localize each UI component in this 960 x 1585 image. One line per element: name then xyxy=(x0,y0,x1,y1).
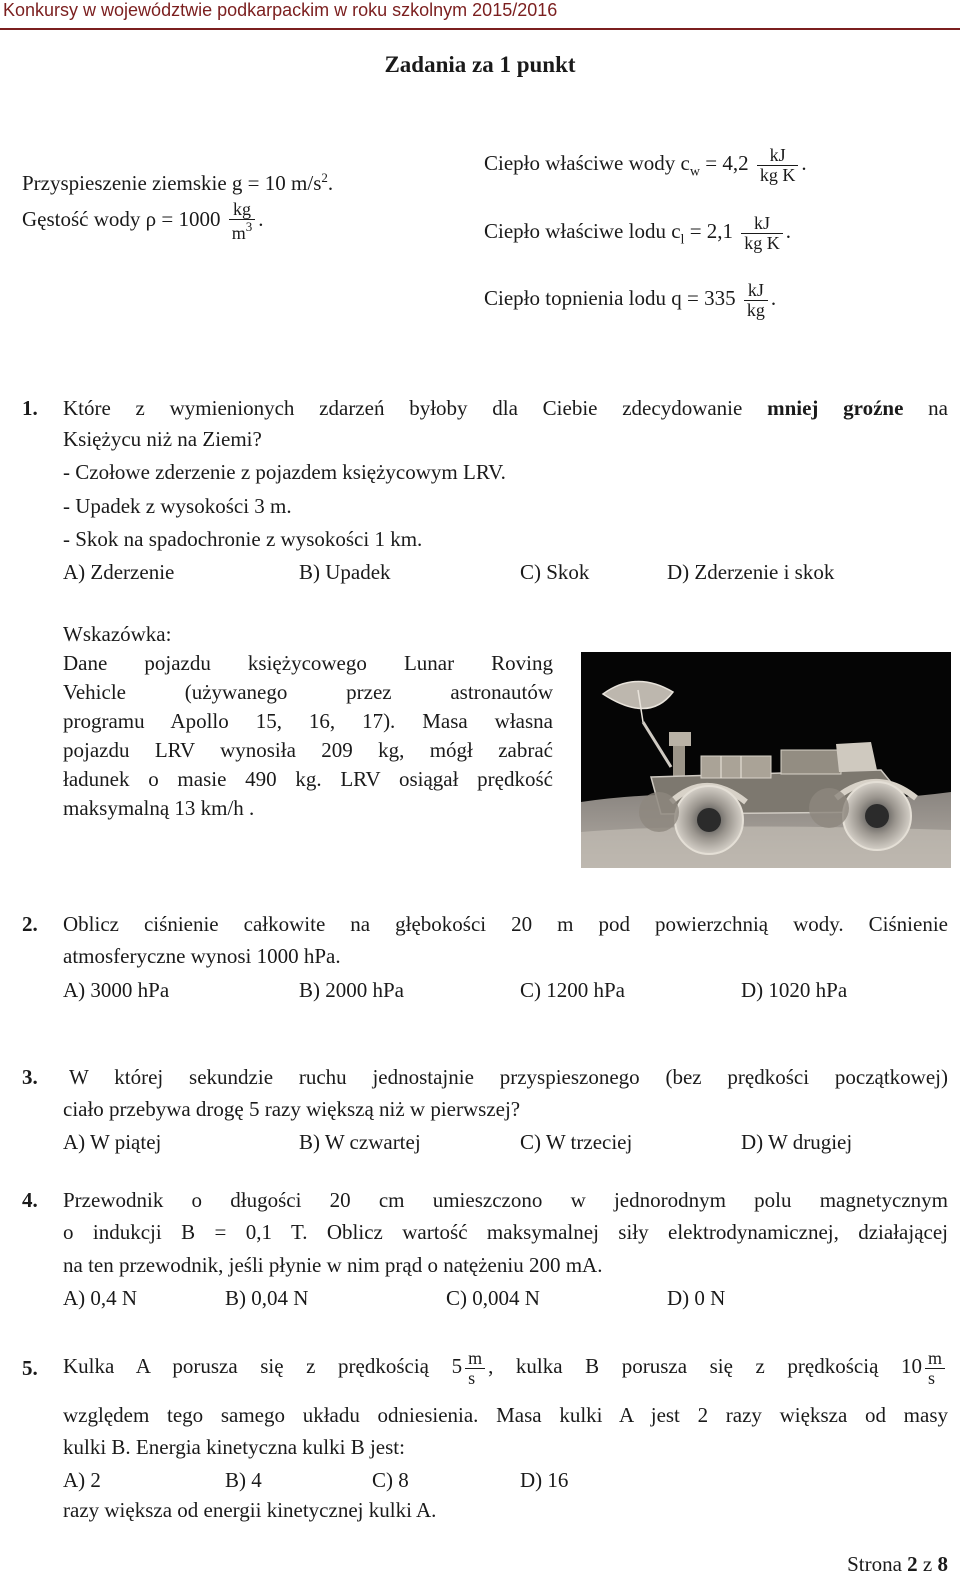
answer-a[interactable]: A) 2 xyxy=(63,1468,101,1492)
question-1-line-2: Księżycu niż na Ziemi? xyxy=(63,427,262,451)
answer-d[interactable]: D) 16 xyxy=(520,1468,569,1492)
question-2-line-1: Oblicz ciśnienie całkowite na głębokości 20 m pod powierzchnią wody. Ciśnienie xyxy=(63,912,948,936)
answer-c[interactable]: C) W trzeciej xyxy=(520,1130,633,1154)
answer-c[interactable]: C) 1200 hPa xyxy=(520,978,625,1002)
question-5-line-2: względem tego samego układu odniesienia. Masa kulki A jest 2 razy większa od masy xyxy=(63,1403,948,1427)
question-5-number: 5. xyxy=(22,1356,38,1380)
hint-line: Dane pojazdu księżycowego Lunar Roving xyxy=(63,651,553,675)
answer-b[interactable]: B) 0,04 N xyxy=(225,1286,309,1310)
question-1-number: 1. xyxy=(22,396,38,420)
lunar-rover-illustration xyxy=(581,652,951,868)
hint-line: programu Apollo 15, 16, 17). Masa własna xyxy=(63,709,553,733)
header-rule xyxy=(0,28,960,30)
question-1-item: - Czołowe zderzenie z pojazdem księżycowym LRV. xyxy=(63,460,506,484)
answer-b[interactable]: B) W czwartej xyxy=(299,1130,421,1154)
answer-a[interactable]: A) 3000 hPa xyxy=(63,978,170,1002)
answer-c[interactable]: C) 0,004 N xyxy=(446,1286,540,1310)
water-heat-constant: Ciepło właściwe wody $c_w = 4,2$ $\frac{kJ}{\text{kg K}}$ . xyxy=(484,145,807,185)
answer-a[interactable]: A) W piątej xyxy=(63,1130,162,1154)
density-constant: Gęstość wody ρ = 1000 $\frac{kg}{m^3}$ . xyxy=(22,199,264,243)
question-2-number: 2. xyxy=(22,912,38,936)
question-4-line-2: o indukcji B = 0,1 T. Oblicz wartość maksymalnej siły elektrodynamicznej, działającej xyxy=(63,1220,948,1244)
question-5-line-4: razy większa od energii kinetycznej kulki A. xyxy=(63,1498,437,1522)
question-5-line-3: kulki B. Energia kinetyczna kulki B jest: xyxy=(63,1435,405,1459)
hint-line: maksymalną 13 km/h . xyxy=(63,796,255,820)
gravity-constant: Przyspieszenie ziemskie g = 10 $m/s^2$. xyxy=(22,170,334,195)
answer-a[interactable]: A) 0,4 N xyxy=(63,1286,138,1310)
hint-line: Vehicle (używanego przez astronautów xyxy=(63,680,553,704)
hint-line: pojazdu LRV wynosiła 209 kg, mógł zabrać xyxy=(63,738,553,762)
page-footer: Strona 2 z 8 xyxy=(847,1552,948,1576)
page-title: Zadania za 1 punkt xyxy=(384,52,576,77)
melt-heat-constant: Ciepło topnienia lodu q = 335 $\frac{kJ}{kg}$ . xyxy=(484,280,777,320)
question-4-number: 4. xyxy=(22,1188,38,1212)
answer-b[interactable]: B) 4 xyxy=(225,1468,262,1492)
answer-d[interactable]: D) W drugiej xyxy=(741,1130,853,1154)
hint-label: Wskazówka: xyxy=(63,622,172,646)
question-4-line-1: Przewodnik o długości 20 cm umieszczono w jednorodnym polu magnetycznym xyxy=(63,1188,948,1212)
competition-header: Konkursy w województwie podkarpackim w roku szkolnym 2015/2016 xyxy=(3,0,558,20)
answer-d[interactable]: D) 0 N xyxy=(667,1286,726,1310)
answer-d[interactable]: D) Zderzenie i skok xyxy=(667,560,835,584)
answer-b[interactable]: B) 2000 hPa xyxy=(299,978,404,1002)
question-5-line-1: Kulka A porusza się z prędkością 5 $\frac{m}{s}$ , kulka B porusza się z prędkością 10 $\frac{m}{s}$ xyxy=(63,1346,948,1388)
question-3-line-2: ciało przebywa drogę 5 razy większą niż w pierwszej? xyxy=(63,1097,521,1121)
question-3-number: 3. xyxy=(22,1065,38,1089)
question-1-item: - Upadek z wysokości 3 m. xyxy=(63,494,292,518)
answer-b[interactable]: B) Upadek xyxy=(299,560,391,584)
question-4-line-3: na ten przewodnik, jeśli płynie w nim prąd o natężeniu 200 mA. xyxy=(63,1253,603,1277)
hint-line: ładunek o masie 490 kg. LRV osiągał prędkość xyxy=(63,767,553,791)
answer-a[interactable]: A) Zderzenie xyxy=(63,560,175,584)
lunar-rover-photo xyxy=(581,652,951,868)
question-2-line-2: atmosferyczne wynosi 1000 hPa. xyxy=(63,944,341,968)
question-1-line-1: Które z wymienionych zdarzeń byłoby dla Ciebie zdecydowanie mniej groźne na xyxy=(63,396,948,420)
answer-c[interactable]: C) 8 xyxy=(372,1468,409,1492)
answer-d[interactable]: D) 1020 hPa xyxy=(741,978,848,1002)
question-3-line-1: W której sekundzie ruchu jednostajnie przyspieszonego (bez prędkości początkowej) xyxy=(69,1065,948,1089)
question-1-item: - Skok na spadochronie z wysokości 1 km. xyxy=(63,527,423,551)
answer-c[interactable]: C) Skok xyxy=(520,560,590,584)
ice-heat-constant: Ciepło właściwe lodu $c_l = 2,1$ $\frac{kJ}{\text{kg K}}$ . xyxy=(484,213,792,253)
